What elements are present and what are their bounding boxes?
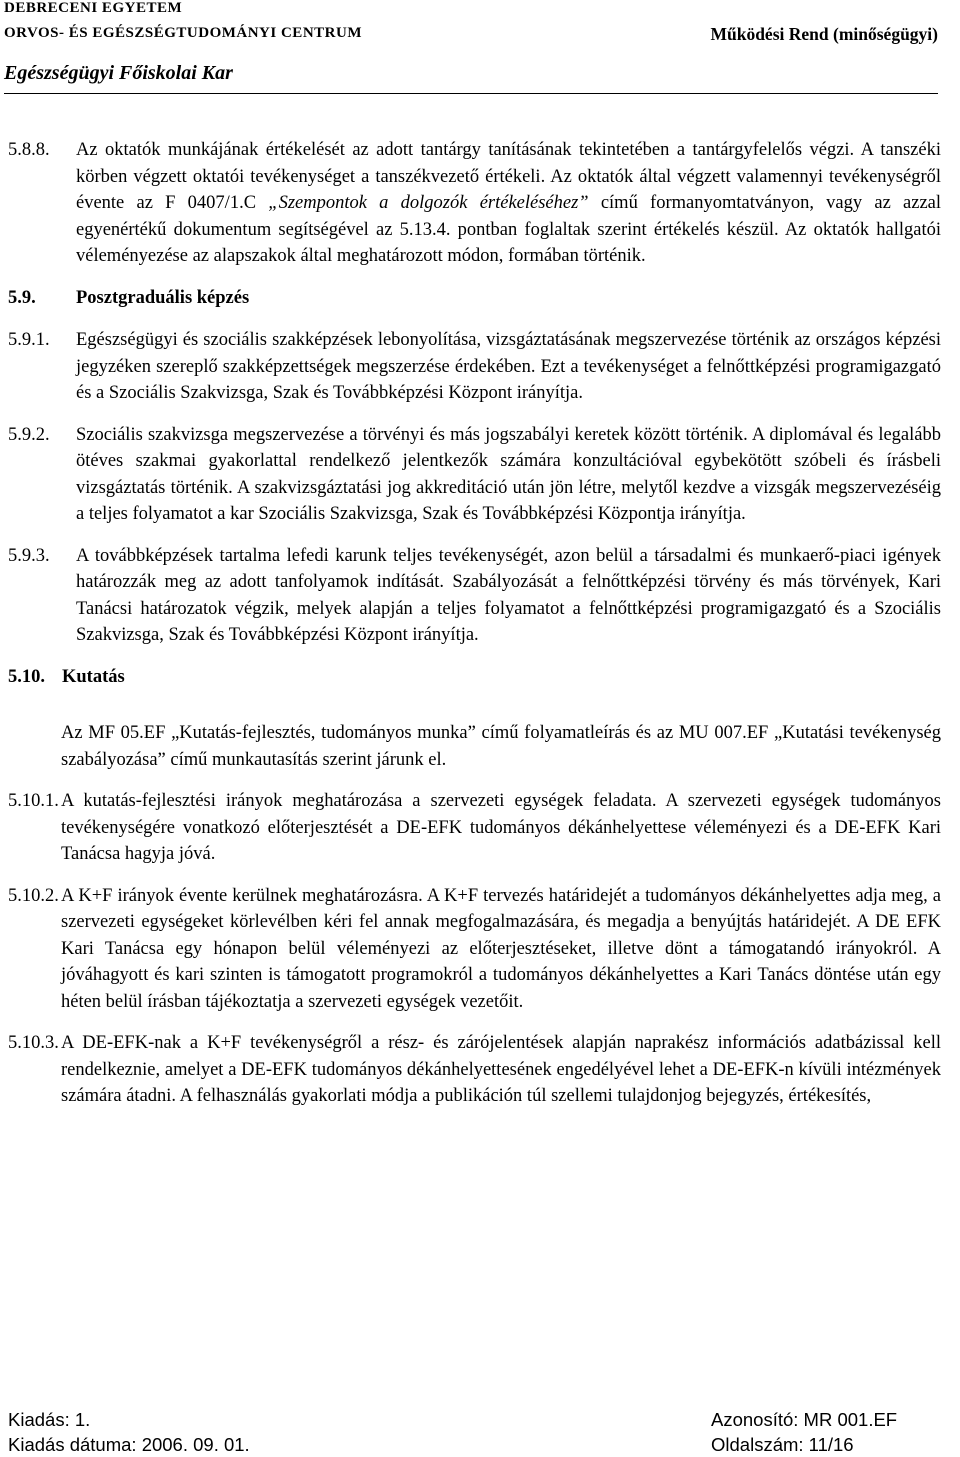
footer-row — [8, 1433, 933, 1457]
section-5-8-8 — [8, 137, 941, 270]
section-5-10-1 — [8, 788, 941, 868]
section-text: A kutatás-fejlesztési irányok meghatározása a szervezeti egységek feladata. A szervezeti egységek tudományos tevékenységére vonatkozó előterjesztését a DE-EFK tudományos dékánhelyettese véleményezi és a DE-EFK Kari Tanácsa hagyja jóvá. — [61, 788, 941, 868]
research-intro: Az MF 05.EF „Kutatás-fejlesztés, tudományos munka” című folyamatleírás és az MU 007.EF „Kutatási tevékenység szabályozása” című munkautasítás szerint járunk el. — [61, 720, 941, 773]
section-5-9-3 — [8, 543, 941, 649]
section-text: A K+F irányok évente kerülnek meghatározásra. A K+F tervezés határidejét a tudományos dékánhelyettes adja meg, a szervezeti egységeket körlevélben kéri fel annak megfogalmazására, és megadja a benyújtás határidejét. A DE EFK Kari Tanácsa egy hónapon belül véleményezi az előterjesztéseket, illetve dönt a támogatandó irányokról. A jóváhagyott és kari szinten is támogatott programokról a tudományos dékánhelyettes a Kari Tanács döntése után egy héten belül írásban tájékoztatja a szervezeti egységek vezetőit. — [61, 883, 941, 1016]
footer-row — [8, 1408, 933, 1433]
section-text: A továbbképzések tartalma lefedi karunk teljes tevékenységét, azon belül a társadalmi és munkaerő-piaci igények határozzák meg az adott tanfolyamok indítását. Szabályozását a felnőttképzési törvény és más törvények, Kari Tanácsi határozatok végzik, melyek alapján a teljes folyamatot a felnőttképzési programigazgató és a Szociális Szakvizsga, Szak és Továbbképzési Központ irányítja. — [76, 543, 941, 649]
heading-title: Kutatás — [62, 664, 125, 691]
edition: Kiadás: 1. — [8, 1408, 90, 1433]
section-number: 5.9.2. — [8, 422, 76, 528]
section-text: Szociális szakvizsga megszervezése a törvényi és más jogszabályi keretek között történik. A diplomával és legalább ötéves szakmai gyakorlattal rendelkező jelentkezők számára konzultációval egybekötött szóbeli és írásbeli vizsgáztatás történik. A szakvizsgáztatási jog akkreditáció után jön létre, melytől kezdve a vizsgák megszervezéséig a teljes folyamatot a kar Szociális Szakvizsga, Szak és Továbbképzési Központja irányítja. — [76, 422, 941, 528]
heading-title: Posztgraduális képzés — [76, 285, 249, 312]
document-footer — [8, 1408, 933, 1457]
section-text: Egészségügyi és szociális szakképzések lebonyolítása, vizsgáztatásának megszervezése történik az országos képzési jegyzéken szereplő szakképzettségek megszerzése érdekében. Ezt a tevékenységet a felnőttképzési programigazgató és a Szociális Szakvizsga, Szak és Továbbképzési Központ irányítja. — [76, 327, 941, 407]
header-rule — [4, 93, 938, 94]
identifier: Azonosító: MR 001.EF — [711, 1408, 933, 1433]
section-5-10-3 — [8, 1030, 941, 1110]
section-text-part: című formanyomtatványon, vagy az azzal egyenértékű dokumentum segítségével az 5.13.4. pontban foglaltak szerint értékelés készül. Az oktatók hallgatói véleményezése az alapszakok által meghatározott módon, formában történik. — [76, 193, 941, 266]
section-number: 5.10.1. — [8, 788, 61, 868]
form-title-italic: „Szempontok a dolgozók értékeléséhez” — [268, 193, 588, 213]
page-number: Oldalszám: 11/16 — [711, 1433, 933, 1457]
document-type: Működési Rend (minőségügyi) — [710, 24, 938, 45]
section-number: 5.8.8. — [8, 137, 76, 270]
institution-name: DEBRECENI EGYETEM — [4, 0, 182, 17]
section-text-part: Az oktatók munkájának értékelését az adott tantárgy tanításának tekintetében a tantárgyfelelős végzi. A tanszéki körben végzett oktatói tevékenységet a tanszékvezető értékeli. Az oktatók által végzett valamennyi tevékenységről évente az F 0407/1.C — [76, 140, 941, 213]
section-5-9-1 — [8, 327, 941, 407]
section-number: 5.9.1. — [8, 327, 76, 407]
section-text: A DE-EFK-nak a K+F tevékenységről a rész- és zárójelentések alapján naprakész információs adatbázissal kell rendelkeznie, amelyet a DE-EFK tudományos dékánhelyettesének engedélyével lehet a DE-EFK-n kívüli intézmények számára átadni. A felhasználás gyakorlati módja a publikáción túl szellemi tulajdonjog bejegyzés, értékesítés, — [61, 1030, 941, 1110]
section-number: 5.10.2. — [8, 883, 61, 1016]
heading-number: 5.10. — [8, 664, 62, 691]
document-body — [8, 137, 941, 1125]
heading-5-9 — [8, 285, 941, 312]
document-header — [4, 0, 938, 95]
section-5-10-2 — [8, 883, 941, 1016]
heading-5-10 — [8, 664, 941, 691]
edition-date: Kiadás dátuma: 2006. 09. 01. — [8, 1433, 250, 1457]
section-number: 5.9.3. — [8, 543, 76, 649]
section-5-9-2 — [8, 422, 941, 528]
section-text — [76, 137, 941, 270]
section-number: 5.10.3. — [8, 1030, 61, 1110]
heading-number: 5.9. — [8, 285, 76, 312]
faculty-name: Egészségügyi Főiskolai Kar — [4, 62, 233, 85]
center-name: ORVOS- ÉS EGÉSZSÉGTUDOMÁNYI CENTRUM — [4, 25, 362, 42]
